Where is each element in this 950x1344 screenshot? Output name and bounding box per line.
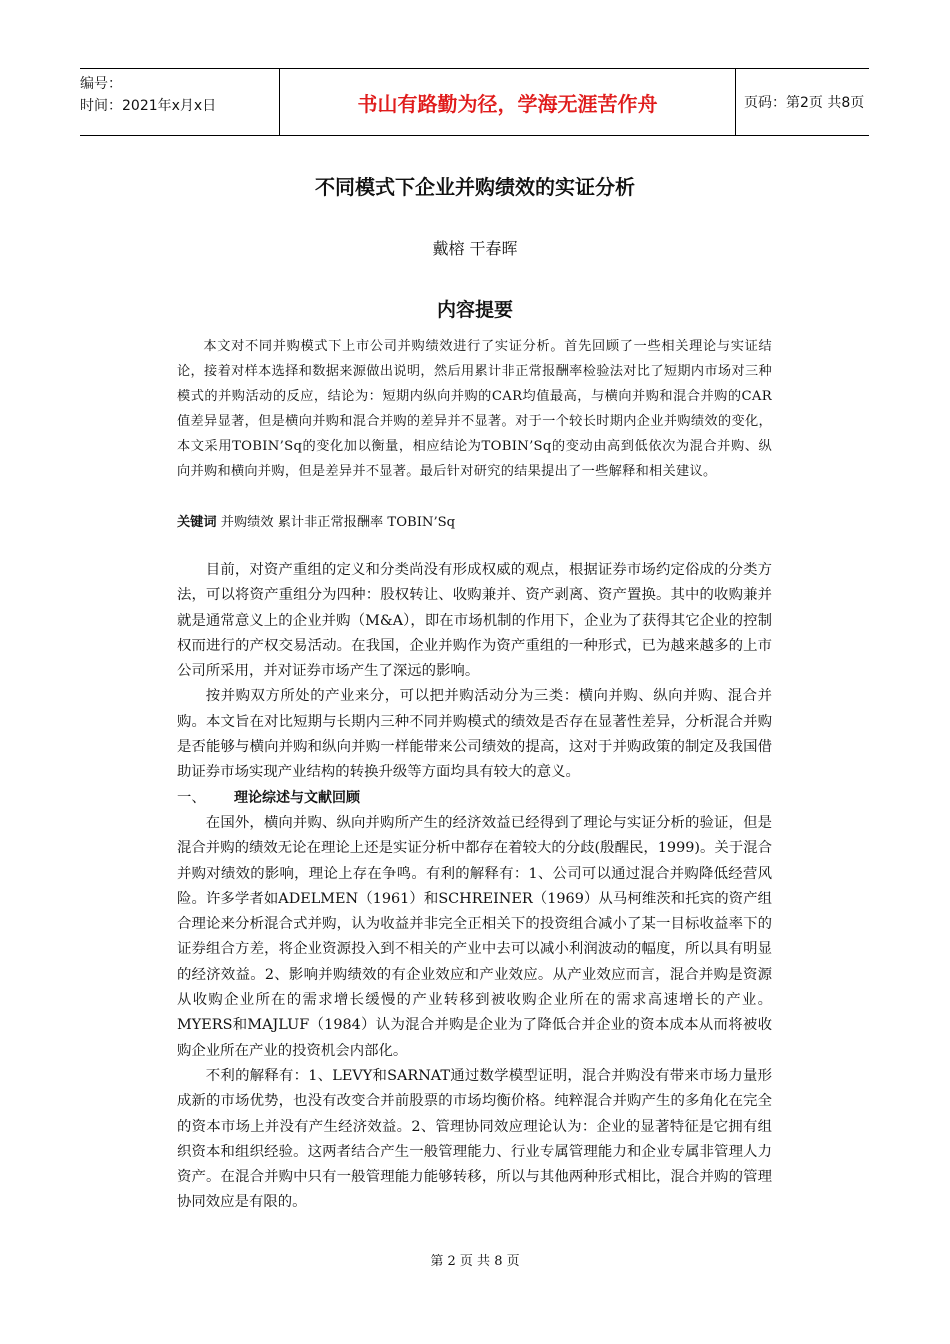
keywords-text: 并购绩效 累计非正常报酬率 TOBIN’Sq (220, 515, 456, 530)
intro-paragraph-2: 按并购双方所处的产业来分，可以把并购活动分为三类：横向并购、纵向并购、混合并购。本文旨在对比短期与长期内三种不同并购模式的绩效是否存在显著性差异，分析混合并购是否能够与横向并购和纵向并购一样能带来公司绩效的提高，这对于并购政策的制定及我国借助证券市场实现产业结构的转换升级等方面均具有较大的意义。 (177, 688, 772, 781)
page-footer: 第 2 页 共 8 页 (430, 1254, 520, 1269)
section1-paragraph-1: 在国外，横向并购、纵向并购所产生的经济效益已经得到了理论与实证分析的验证，但是混合并购的绩效无论在理论上还是实证分析中都存在着较大的分歧(殷醒民，1999)。关于混合并购对绩效的影响，理论上存在争鸣。有利的解释有：1、公司可以通过混合并购降低经营风险。许多学者如ADELMEN（1961）和SCHREINER（1969）从马柯维茨和托宾的资产组合理论来分析混合式并购，认为收益并非完全正相关下的投资组合减小了某一目标收益率下的证券组合方差，将企业资源投入到不相关的产业中去可以减小利润波动的幅度，所以具有明显的经济效益。2、影响并购绩效的有企业效应和产业效应。从产业效应而言，混合并购是资源从收购企业所在的需求增长缓慢的产业转移到被收购企业所在的需求高速增长的产业。MYERS和MAJLUF（1984）认为混合并购是企业为了降低合并企业的资本成本从而将被收购企业所在产业的投资机会内部化。 (177, 814, 772, 1059)
page-header (80, 68, 869, 136)
header-page-info: 页码：第2页 共8页 (744, 95, 865, 111)
header-time-label: 时间：2021年x月x日 (80, 98, 217, 114)
header-number-label: 编号： (80, 76, 122, 92)
section1-paragraph-2: 不利的解释有：1、LEVY和SARNAT通过数学模型证明，混合并购没有带来市场力量形成新的市场优势，也没有改变合并前股票的市场均衡价格。纯粹混合并购产生的多角化在完全的资本市场上并没有产生经济效益。2、管理协同效应理论认为：企业的显著特征是它拥有组织资本和组织经验。这两者结合产生一般管理能力、行业专属管理能力和企业专属非管理人力资产。在混合并购中只有一般管理能力能够转移，所以与其他两种形式相比，混合并购的管理协同效应是有限的。 (177, 1067, 772, 1211)
keywords-line (177, 510, 772, 535)
header-left-cell (80, 69, 280, 135)
abstract-text: 本文对不同并购模式下上市公司并购绩效进行了实证分析。首先回顾了一些相关理论与实证结论，接着对样本选择和数据来源做出说明，然后用累计非正常报酬率检验法对比了短期内市场对三种模式的并购活动的反应，结论为：短期内纵向并购的CAR均值最高，与横向并购和混合并购的CAR值差异显著，但是横向并购和混合并购的差异并不显著。对于一个较长时期内企业并购绩效的变化，本文采用TOBIN’Sq的变化加以衡量，相应结论为TOBIN’Sq的变动由高到低依次为混合并购、纵向并购和横向并购，但是差异并不显著。最后针对研究的结果提出了一些解释和相关建议。 (177, 339, 772, 479)
document-authors: 戴榕 干春晖 (432, 239, 518, 258)
section-heading (177, 786, 772, 811)
section-number: 一、 (177, 789, 206, 806)
abstract-heading: 内容提要 (436, 299, 513, 321)
body-text (177, 558, 772, 1216)
intro-paragraph-1: 目前，对资产重组的定义和分类尚没有形成权威的观点，根据证券市场约定俗成的分类方法，可以将资产重组分为四种：股权转让、收购兼并、资产剥离、资产置换。其中的收购兼并就是通常意义上的企业并购（M&A），即在市场机制的作用下，企业为了获得其它企业的控制权而进行的产权交易活动。在我国，企业并购作为资产重组的一种形式，已为越来越多的上市公司所采用，并对证券市场产生了深远的影响。 (177, 562, 772, 680)
header-motto: 书山有路勤为径，学海无涯苦作舟 (280, 69, 736, 135)
keywords-label: 关键词 (177, 515, 217, 530)
document-title: 不同模式下企业并购绩效的实证分析 (315, 175, 635, 199)
section-title: 理论综述与文献回顾 (234, 789, 360, 806)
